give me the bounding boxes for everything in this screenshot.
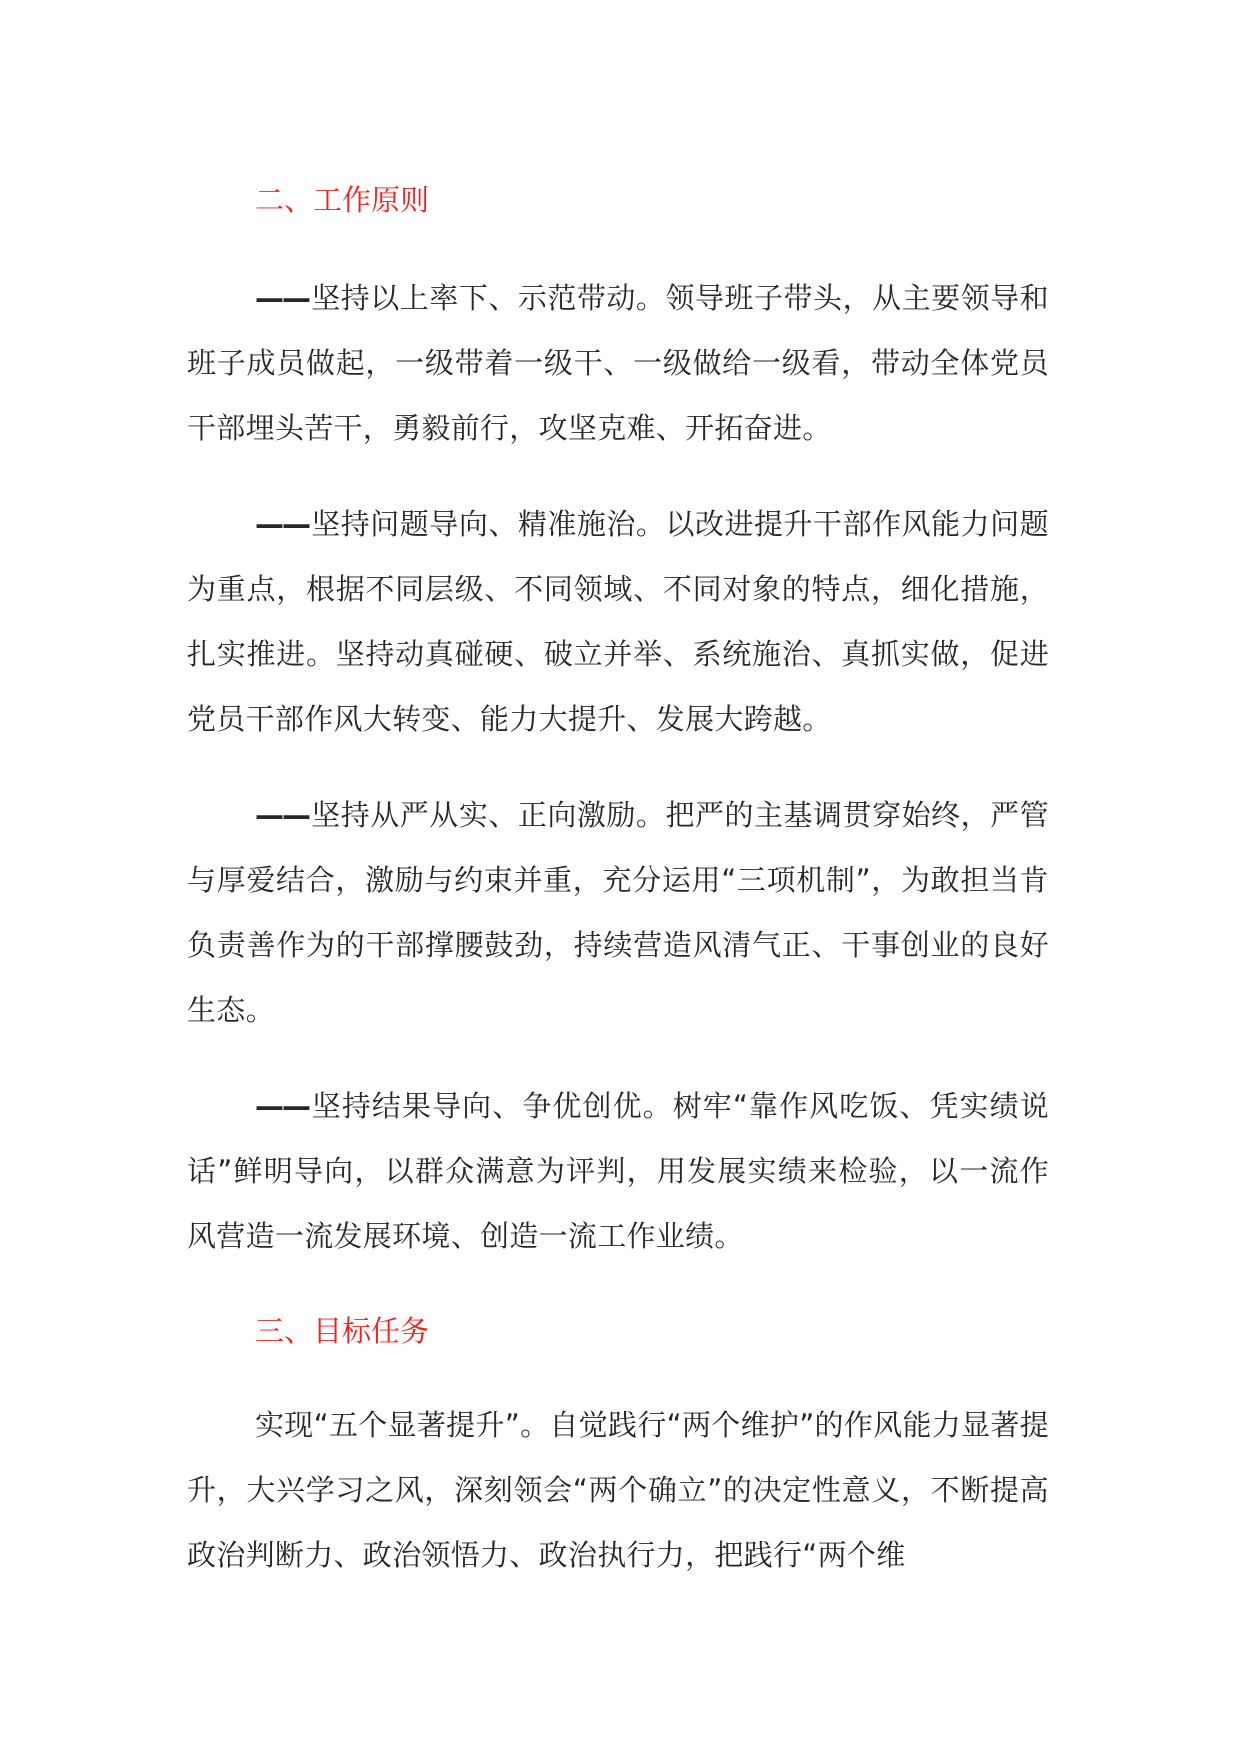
em-dash-lead: —— (255, 507, 309, 541)
em-dash-lead: —— (255, 281, 309, 315)
section-heading-goals: 三、目标任务 (255, 1314, 430, 1348)
principle-paragraph-1 (187, 266, 1049, 461)
section-heading-principles: 二、工作原则 (255, 183, 430, 217)
document-body (187, 170, 1049, 1588)
principle-paragraph-4 (187, 1074, 1049, 1269)
paragraph-text: 坚持以上率下、示范带动。领导班子带头，从主要领导和班子成员做起，一级带着一级干、一级做给一级看，带动全体党员干部埋头苦干，勇毅前行，攻坚克难、开拓奋进。 (187, 281, 1049, 445)
goals-paragraph: 实现“五个显著提升”。自觉践行“两个维护”的作风能力显著提升，大兴学习之风，深刻领会“两个确立”的决定性意义，不断提高政治判断力、政治领悟力、政治执行力，把践行“两个维 (187, 1408, 1049, 1572)
paragraph-text: 坚持问题导向、精准施治。以改进提升干部作风能力问题为重点，根据不同层级、不同领域、不同对象的特点，细化措施，扎实推进。坚持动真碰硬、破立并举、系统施治、真抓实做，促进党员干部作风大转变、能力大提升、发展大跨越。 (187, 507, 1049, 736)
paragraph-text: 坚持结果导向、争优创优。树牢“靠作风吃饭、凭实绩说话”鲜明导向，以群众满意为评判，用发展实绩来检验，以一流作风营造一流发展环境、创造一流工作业绩。 (187, 1089, 1049, 1253)
principle-paragraph-3 (187, 783, 1049, 1043)
paragraph-text: 坚持从严从实、正向激励。把严的主基调贯穿始终，严管与厚爱结合，激励与约束并重，充分运用“三项机制”，为敢担当肯负责善作为的干部撑腰鼓劲，持续营造风清气正、干事创业的良好生态。 (187, 798, 1049, 1027)
principle-paragraph-2 (187, 492, 1049, 752)
em-dash-lead: —— (255, 1089, 309, 1123)
em-dash-lead: —— (255, 798, 309, 832)
